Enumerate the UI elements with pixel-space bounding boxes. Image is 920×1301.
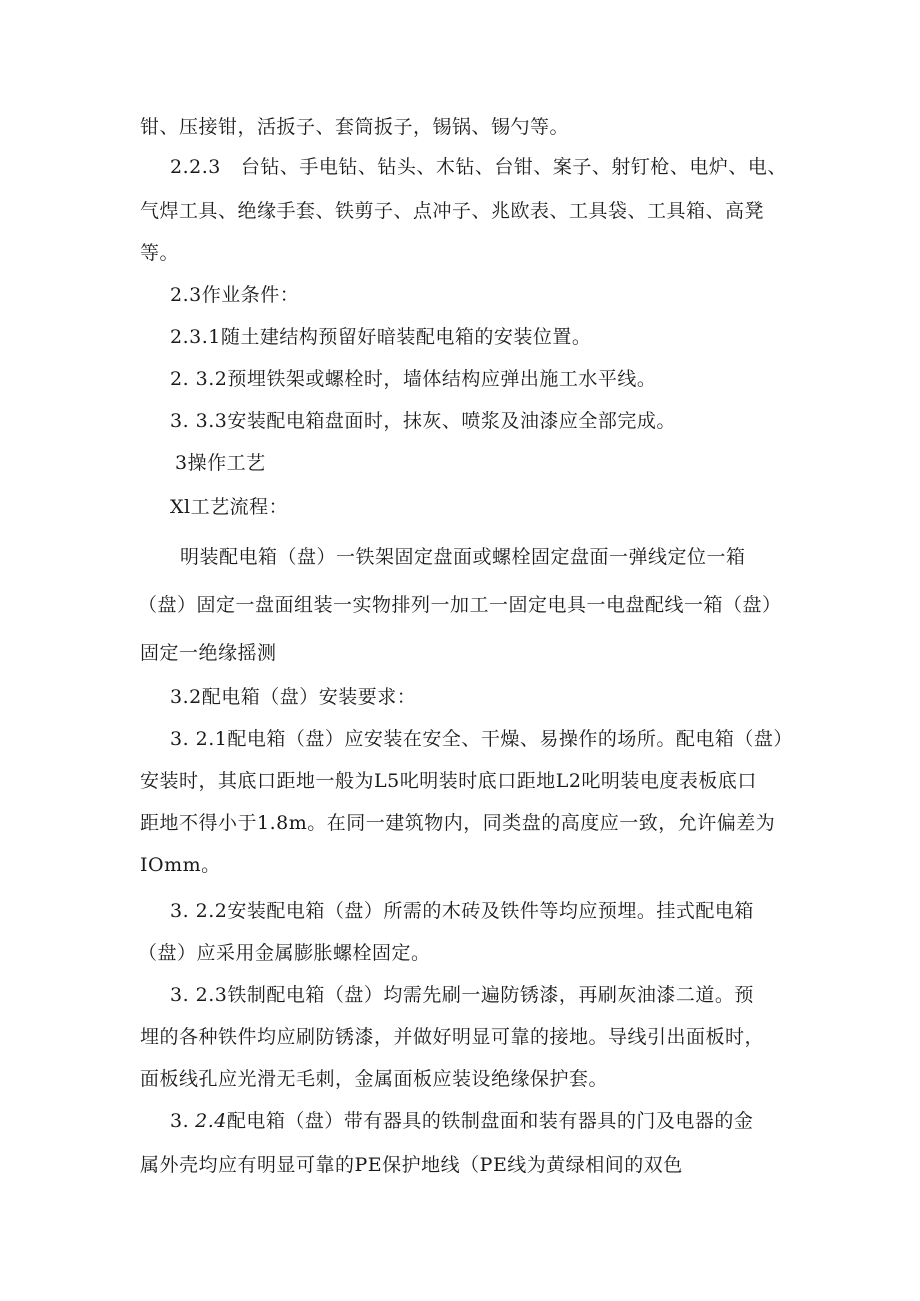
paragraph-line (140, 118, 569, 137)
line-text: 面板线孔应光滑无毛刺，金属面板应装设绝缘保护套。 (140, 1068, 609, 1090)
section-number: 2.2.3 (170, 156, 221, 178)
line-text: 属外壳均应有明显可靠的PE保护地线（PE线为黄绿相间的双色 (140, 1154, 683, 1176)
section-heading (170, 286, 299, 305)
line-text: 距地不得小于1.8m。在同一建筑物内，同类盘的高度应一致，允许偏差为 (140, 812, 776, 834)
line-text: 3. 2.1配电箱（盘）应安装在安全、干燥、易操作的场所。配电箱（盘） (170, 728, 793, 750)
paragraph-line (140, 856, 221, 875)
line-text: 安装时，其底口距地一般为L5叱明装时底口距地L2叱明装电度表板底口 (140, 770, 757, 792)
paragraph-line (170, 328, 591, 347)
paragraph-line (170, 730, 793, 749)
paragraph-line (170, 1112, 753, 1131)
paragraph-line (170, 902, 754, 921)
section-number: 2.4 (195, 1110, 227, 1132)
paragraph-line (140, 202, 764, 221)
line-text: 钳、压接钳，活扳子、套筒扳子，锡锅、锡勺等。 (140, 116, 570, 138)
paragraph-line (170, 370, 656, 389)
line-text: 等。 (140, 242, 180, 264)
line-text: Xl工艺流程： (170, 496, 289, 518)
line-text: 3. 3.3安装配电箱盘面时，抹灰、喷浆及油漆应全部完成。 (170, 410, 676, 432)
section-heading (170, 688, 416, 707)
line-text: 2.3.1随土建结构预留好暗装配电箱的安装位置。 (170, 326, 592, 348)
line-text: 明装配电箱（盘）一铁架固定盘面或螺栓固定盘面一弹线定位一箱 (180, 546, 746, 568)
section-heading (175, 454, 266, 473)
paragraph-line (140, 772, 757, 791)
paragraph-line (170, 158, 787, 177)
line-text: 3. 2.2安装配电箱（盘）所需的木砖及铁件等均应预埋。挂式配电箱 (170, 900, 754, 922)
paragraph-line (170, 498, 288, 517)
paragraph-line (140, 1156, 683, 1175)
paragraph-line (138, 944, 431, 963)
line-text: （盘）应采用金属膨胀螺栓固定。 (138, 942, 431, 964)
line-text: 气焊工具、绝缘手套、铁剪子、点冲子、兆欧表、工具袋、工具箱、高凳 (140, 200, 765, 222)
paragraph-line (170, 412, 676, 431)
section-number-prefix: 3. (170, 1110, 190, 1132)
line-text: （盘）固定一盘面组装一实物排列一加工一固定电具一电盘配线一箱（盘） (138, 594, 782, 616)
line-text: 3.2配电箱（盘）安装要求： (170, 686, 417, 708)
paragraph-line (140, 1028, 764, 1047)
line-text: 2.3作业条件： (170, 284, 300, 306)
line-text: 台钻、手电钻、钻头、木钻、台钳、案子、射钉枪、电炉、电、 (240, 156, 787, 178)
paragraph-line (180, 548, 746, 567)
line-text: 埋的各种铁件均应刷防锈漆，并做好明显可靠的接地。导线引出面板时， (140, 1026, 765, 1048)
line-text: 3. 2.3铁制配电箱（盘）均需先刷一遍防锈漆，再刷灰油漆二道。预 (170, 984, 754, 1006)
line-text: 固定一绝缘摇测 (140, 642, 277, 664)
line-text: IOmm。 (140, 854, 221, 876)
paragraph-line (140, 244, 179, 263)
paragraph-line (140, 1070, 608, 1089)
paragraph-line (138, 596, 782, 615)
line-text: 配电箱（盘）带有器具的铁制盘面和装有器具的门及电器的金 (226, 1110, 754, 1132)
line-text: 3操作工艺 (175, 452, 266, 474)
paragraph-line (140, 814, 775, 833)
line-text: 2. 3.2预埋铁架或螺栓时，墙体结构应弹出施工水平线。 (170, 368, 657, 390)
paragraph-line (170, 986, 754, 1005)
paragraph-line (140, 644, 277, 663)
